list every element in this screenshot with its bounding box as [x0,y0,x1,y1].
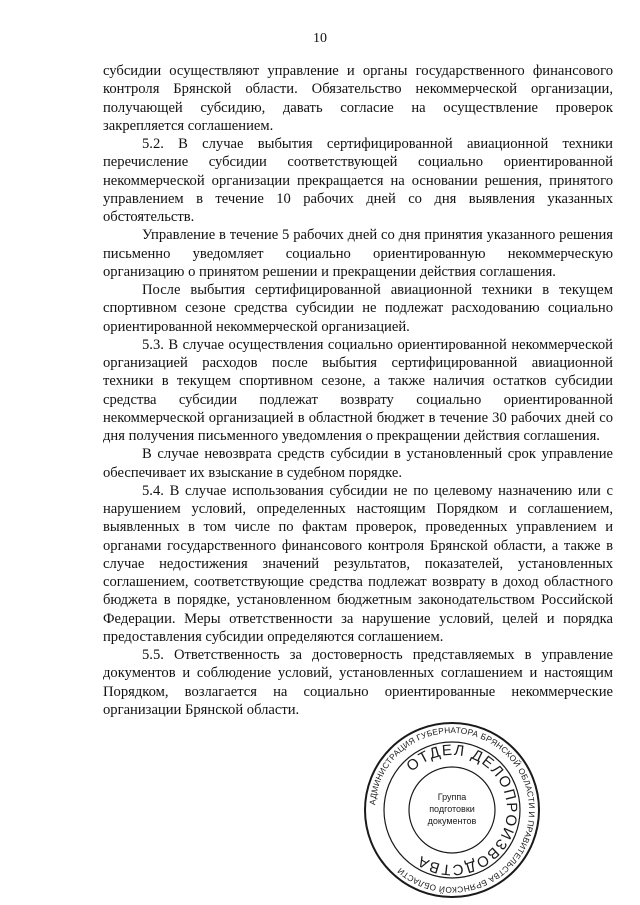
paragraph-continuation: субсидии осуществляют управление и органы государственного финансового контроля Брянской области. Обязательство некоммерческой организации, получающей субсидию, давать согласие на осуществление проверок закрепляется соглашением. [103,63,613,134]
stamp-center-line-1: Группа [437,792,467,802]
paragraph-5-2: 5.2. В случае выбытия сертифицированной авиационной техники перечисление субсидии соответствующей социально ориентированной некоммерческой организации прекращается на основании решения, принятого управлением в течение 10 рабочих дней со дня выявления указанных обстоятельств. [103,136,613,225]
paragraph-after-disposal: После выбытия сертифицированной авиационной техники в текущем спортивном сезоне средства субсидии не подлежат расходованию социально ориентированной некоммерческой организацией. [103,282,613,335]
paragraph-5-5: 5.5. Ответственность за достоверность представляемых в управление документов и соблюдение условий, установленных соглашением и настоящим Порядком, возлагается на социально ориентированные некоммерческие организации Брянской области. [103,647,613,718]
page-number: 10 [313,31,327,46]
stamp-inner-text: ОТДЕЛ ДЕЛОПРОИЗВОДСТВА [403,741,521,879]
document-body [103,62,613,719]
stamp-outer-text: АДМИНИСТРАЦИЯ ГУБЕРНАТОРА БРЯНСКОЙ ОБЛАСТИ И ПРАВИТЕЛЬСТВА БРЯНСКОЙ ОБЛАСТИ [367,724,538,896]
official-stamp [362,720,542,900]
paragraph-notification: Управление в течение 5 рабочих дней со дня принятия указанного решения письменно уведомляет социально ориентированную некоммерческую организацию о принятом решении и прекращении действия соглашения. [103,227,613,280]
stamp-center-line-2: подготовки [429,804,475,814]
paragraph-5-3: 5.3. В случае осуществления социально ориентированной некоммерческой организацией расходов после выбытия сертифицированной авиационной техники в текущем спортивном сезоне, а также наличия остатков субсидии средства субсидии подлежат возврату социально ориентированной некоммерческой организацией в областной бюджет в течение 30 рабочих дней со дня получения письменного уведомления о прекращении действия соглашения. [103,336,613,444]
paragraph-non-return: В случае невозврата средств субсидии в установленный срок управление обеспечивает их взыскание в судебном порядке. [103,446,613,481]
paragraph-5-4: 5.4. В случае использования субсидии не по целевому назначению или с нарушением условий, определенных настоящим Порядком и соглашением, выявленных в том числе по фактам проверок, проведенных управлением и органами государственного финансового контроля Брянской области, а также в случае недостижения значений результатов, показателей, установленных соглашением, соответствующие средства подлежат возврату в доход областного бюджета в порядке, установленном бюджетным законодательством Российской Федерации. Меры ответственности за нарушение условий, целей и порядка предоставления субсидии определяются соглашением. [103,482,613,645]
stamp-center-line-3: документов [427,816,477,826]
